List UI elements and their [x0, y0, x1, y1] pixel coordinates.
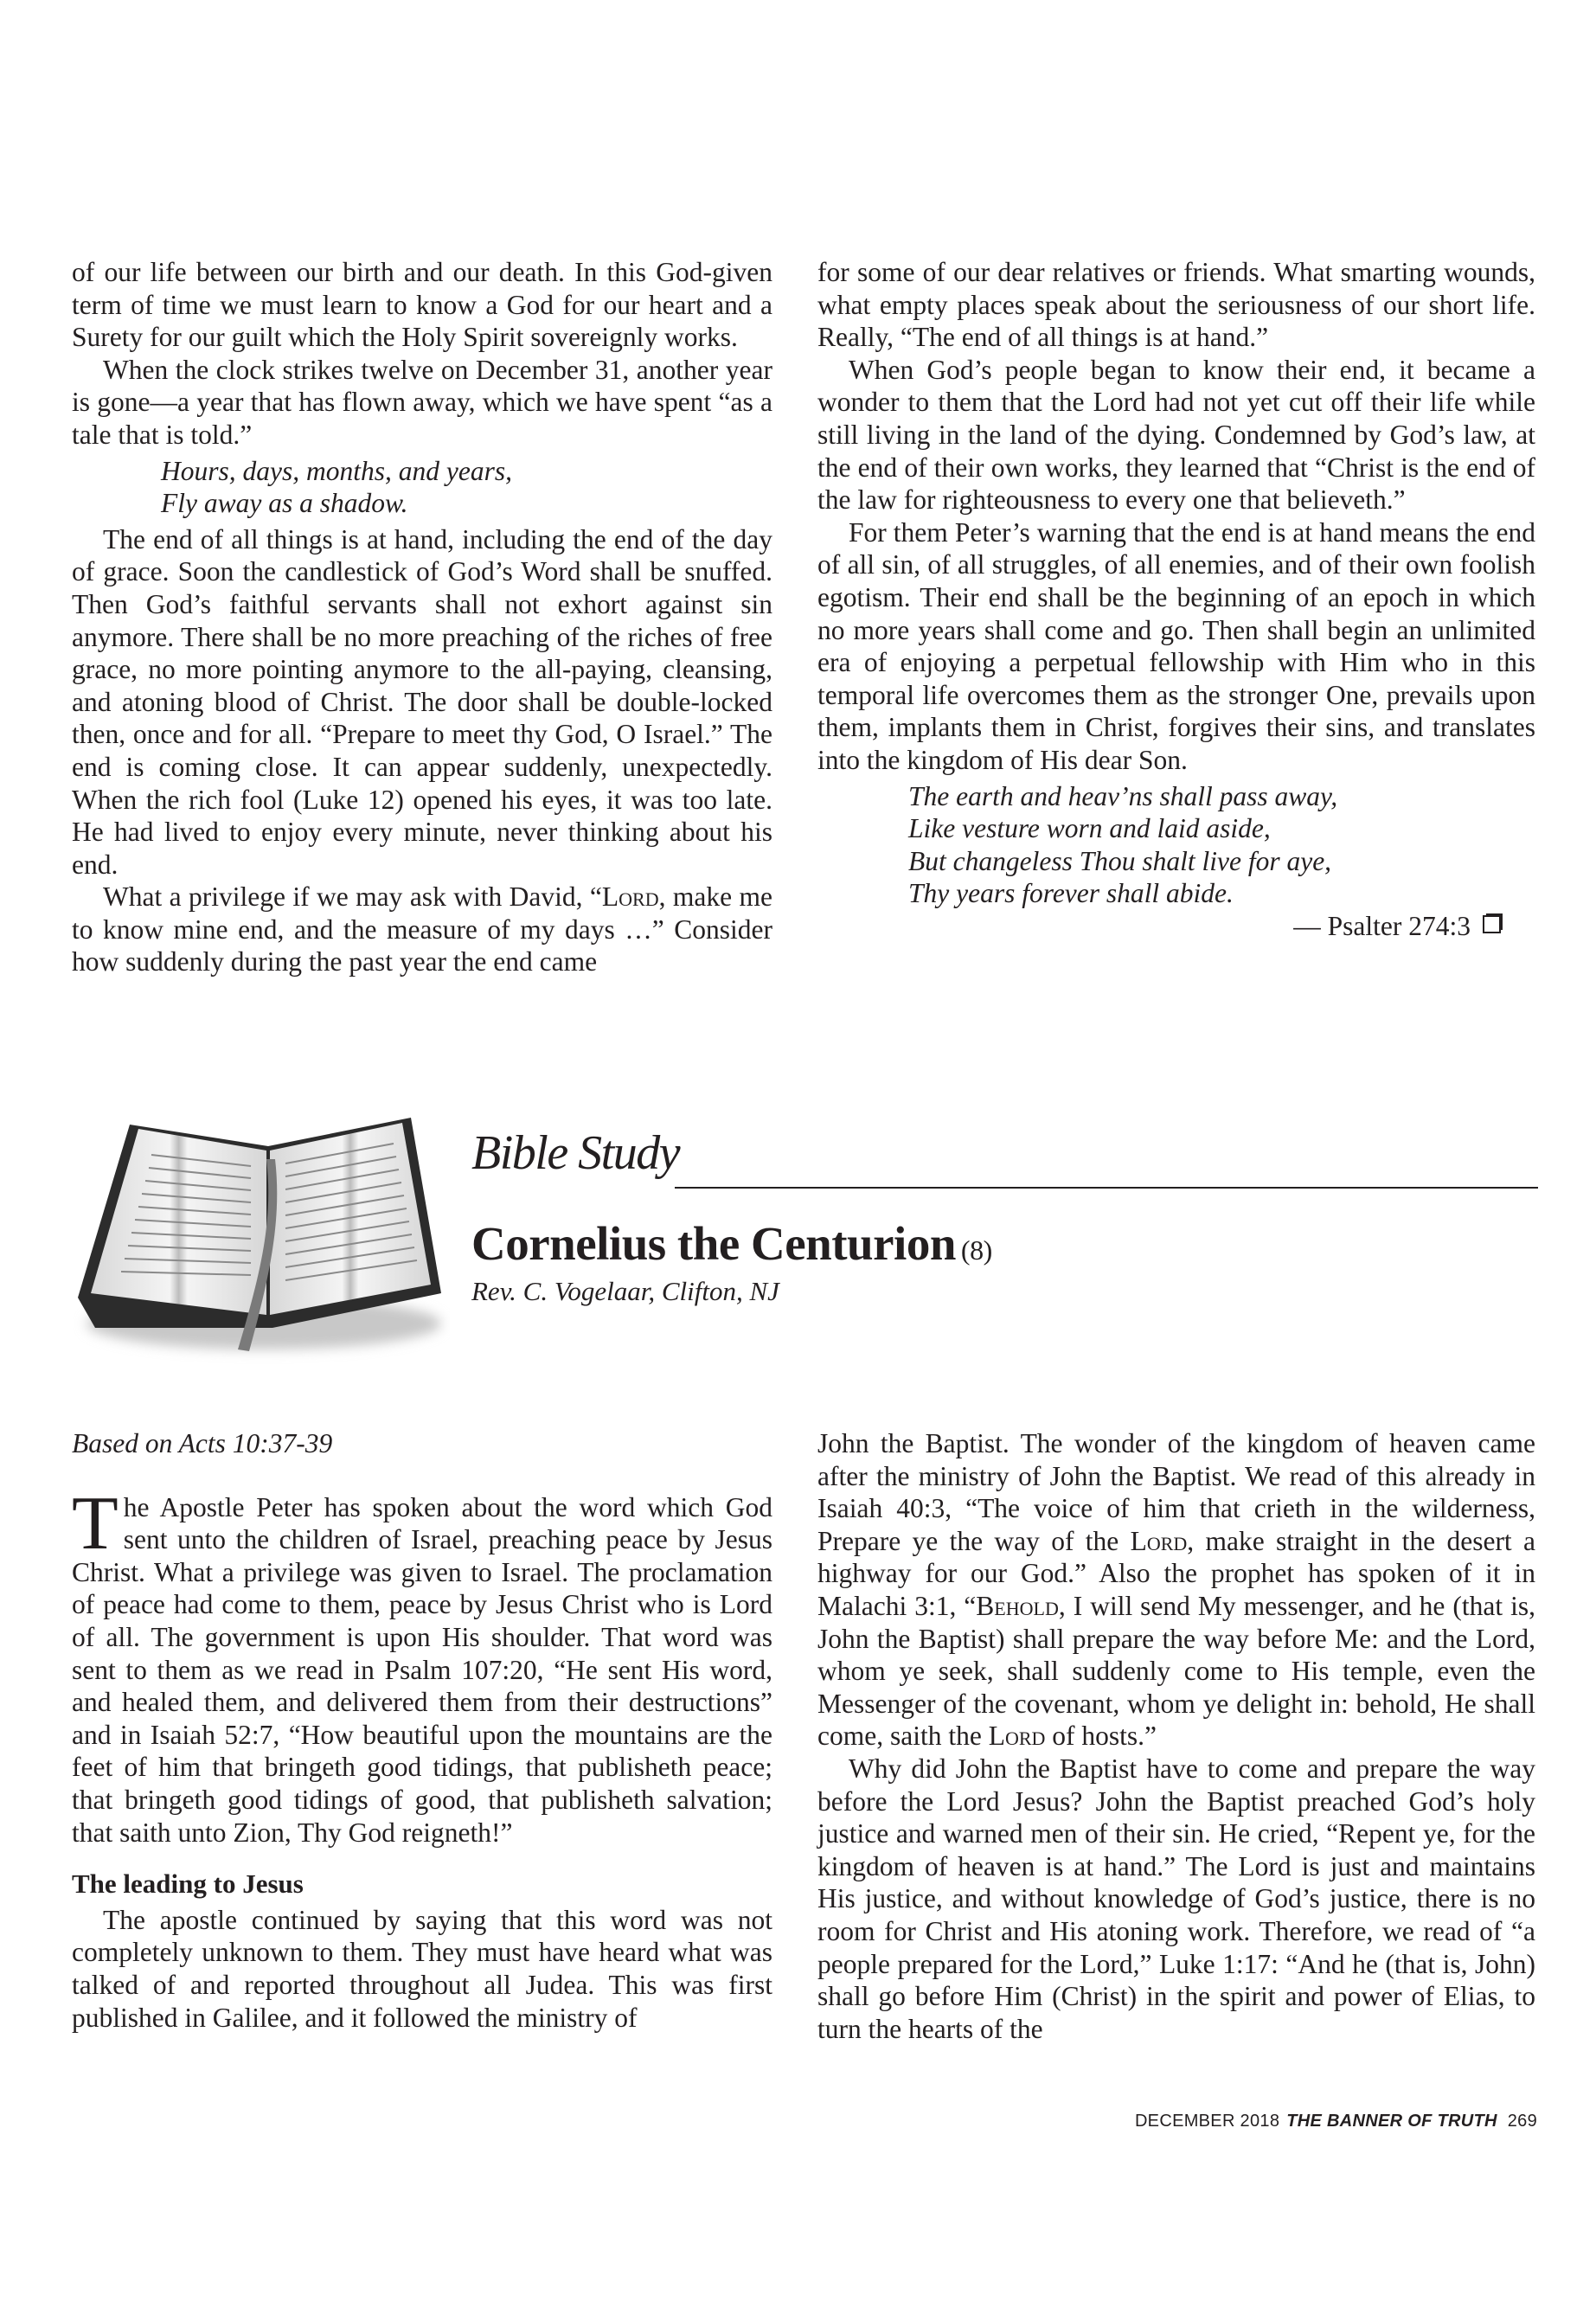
article-column-left	[72, 1427, 772, 2034]
paragraph: When the clock strikes twelve on December 31, another year is gone—a year that has flown away, which we have spent “as a tale that is told.”	[72, 354, 772, 450]
drop-cap: T	[72, 1481, 119, 1566]
top-column-right	[817, 256, 1535, 945]
issue-date: DECEMBER 2018	[1134, 2112, 1280, 2131]
paragraph: John the Baptist. The wonder of the kingdom of heaven came after the ministry of John the Baptist. We read of this already in Isaiah 40:3, “The voice of him that crieth in the wilderness, Prepare ye the way of the Lord, make straight in the desert a highway for our God.” Also the prophet has spoken of it in Malachi 3:1, “Behold, I will send My messenger, and he (that is, John the Baptist) shall prepare the way before Me: and the Lord, whom ye seek, shall suddenly come to His temple, even the Messenger of the covenant, whom ye delight in: behold, He shall come, saith the Lord of hosts.”	[817, 1428, 1535, 1752]
poem-line: The earth and heav’ns shall pass away,	[908, 780, 1338, 811]
end-mark-icon	[1483, 915, 1501, 933]
article-title: Cornelius the Centurion (8)	[471, 1217, 992, 1270]
psalter-attribution: — Psalter 274:3	[908, 910, 1535, 943]
page-number: 269	[1507, 2112, 1537, 2131]
poem-line: But changeless Thou shalt live for aye,	[908, 845, 1332, 876]
magazine-name: THE BANNER OF TRUTH	[1286, 2112, 1497, 2131]
article-part-number: (8)	[960, 1234, 992, 1266]
paragraph: The end of all things is at hand, including the end of the day of grace. Soon the candlestick of God’s Word shall be snuffed. Then God’s faithful servants shall not exhort against sin anymore. There shall be no more preaching of the riches of free grace, no more pointing anymore to the all-paying, cleansing, and atoning blood of Christ. The door shall be double-locked then, once and for all. “Prepare to meet thy God, O Israel.” The end is coming close. It can appear suddenly, unexpectedly. When the rich fool (Luke 12) opened his eyes, it was too late. He had lived to enjoy every minute, never thinking about his end.	[72, 523, 772, 880]
poem-line: Like vesture worn and laid aside,	[908, 813, 1271, 844]
article-column-right	[817, 1427, 1535, 2045]
paragraph: for some of our dear relatives or friends. What smarting wounds, what empty places speak about the seriousness of our short life. Really, “The end of all things is at hand.”	[817, 257, 1535, 353]
paragraph: Why did John the Baptist have to come and prepare the way before the Lord Jesus? John the Baptist preached God’s holy justice and warned men of their sin. He cried, “Repent ye, for the kingdom of heaven is at hand.” The Lord is just and maintains His justice, and without knowledge of God’s justice, there is no room for Christ and His atoning work. Therefore, we read of “a people prepared for the Lord,” Luke 1:17: “And he (that is, John) shall go before Him (Christ) in the spirit and power of Elias, to turn the hearts of the	[817, 1753, 1535, 2044]
paragraph: When God’s people began to know their end, it became a wonder to them that the Lord had not yet cut off their life while still living in the land of the dying. Condemned by God’s law, at the end of their own works, they learned that “Christ is the end of the law for righteousness to every one that believeth.”	[817, 354, 1535, 516]
paragraph: of our life between our birth and our death. In this God-given term of time we must learn to know a God for our heart and a Surety for our guilt which the Holy Spirit sovereignly works.	[72, 257, 772, 353]
top-column-left	[72, 256, 772, 978]
poem-line: Hours, days, months, and years,	[161, 455, 512, 486]
paragraph: The Apostle Peter has spoken about the word which God sent unto the children of Israel, preaching peace by Jesus Christ. What a privilege was given to Israel. The proclamation of peace had come to them, peace by Jesus Christ who is Lord of all. The government is upon His shoulder. That word was sent to them as we read in Psalm 107:20, “He sent His word, and healed them, and delivered them from their destructions” and in Isaiah 52:7, “How beautiful upon the mountains are the feet of him that bringeth good tidings, that publisheth peace; that bringeth good tidings of good, that publisheth salvation; that saith unto Zion, Thy God reigneth!”	[72, 1481, 772, 1848]
poem-line: Fly away as a shadow.	[161, 488, 408, 519]
psalter-quote	[817, 780, 1535, 943]
paragraph: For them Peter’s warning that the end is at hand means the end of all sin, of all struggles, of all enemies, and of their own foolish egotism. Their end shall be the beginning of an epoch in which no more years shall come and go. Then shall begin an unlimited era of enjoying a perpetual fellowship with Him who in this temporal life overcomes them as the stronger One, prevails upon them, implants them in Christ, forgives their sins, and translates into the kingdom of His dear Son.	[817, 516, 1535, 775]
subheading: The leading to Jesus	[72, 1868, 304, 1900]
title-rule	[675, 1187, 1538, 1189]
byline: Rev. C. Vogelaar, Clifton, NJ	[471, 1276, 779, 1306]
poem-quote	[72, 455, 772, 520]
scripture-reference: Based on Acts 10:37-39	[72, 1428, 333, 1458]
section-title: Bible Study	[471, 1126, 680, 1180]
poem-line: Thy years forever shall abide.	[908, 878, 1234, 909]
open-bible-icon	[69, 1099, 450, 1375]
paragraph: The apostle continued by saying that this word was not completely unknown to them. They must have heard what was talked of and reported throughout all Judea. This was first published in Galilee, and it followed the ministry of	[72, 1904, 772, 2033]
paragraph: What a privilege if we may ask with David, “Lord, make me to know mine end, and the measure of my days …” Consider how suddenly during the past year the end came	[72, 881, 773, 977]
page-footer	[1135, 2112, 1537, 2131]
